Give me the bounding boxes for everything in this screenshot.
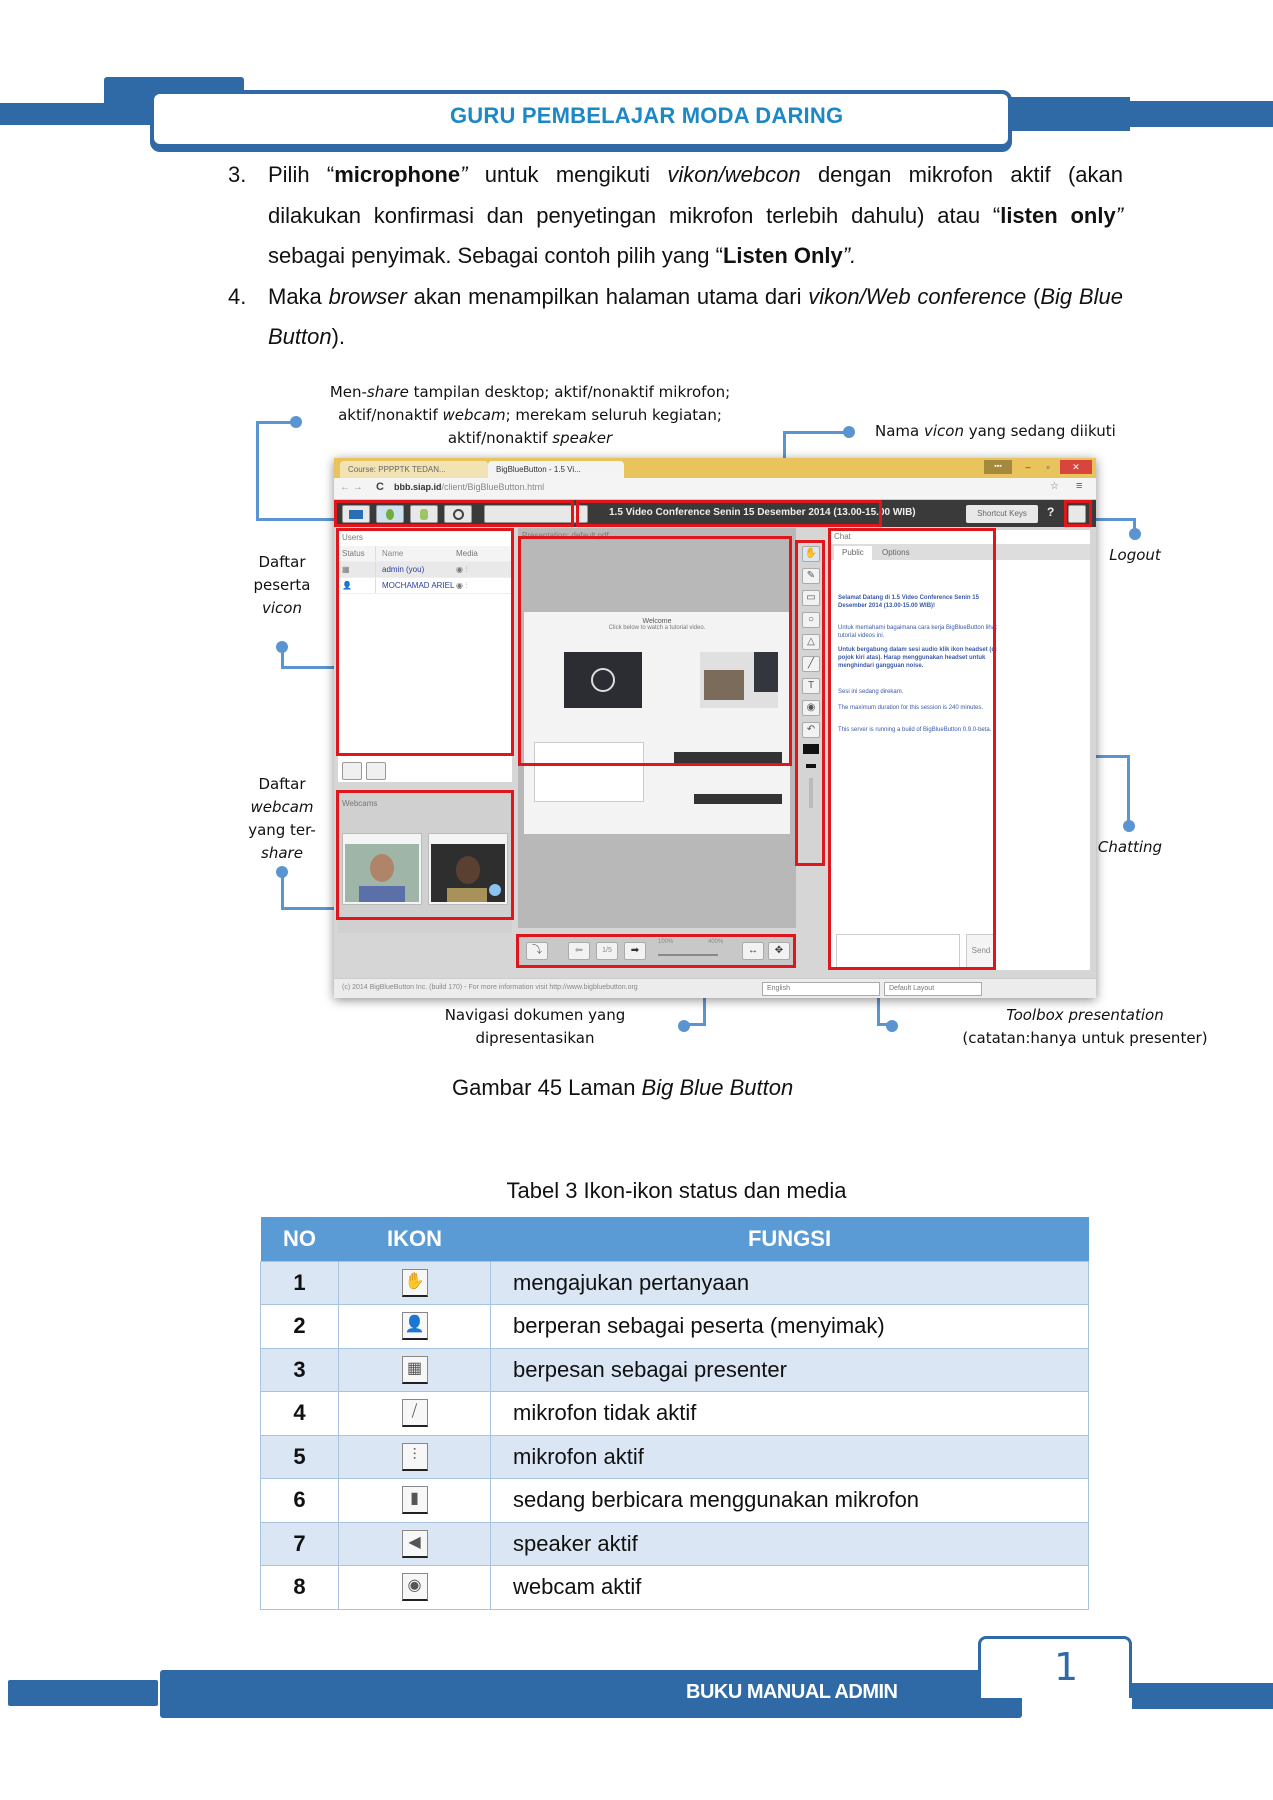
undo-tool-icon[interactable]: ↶ bbox=[802, 722, 820, 738]
connector-dot bbox=[886, 1020, 898, 1032]
annotation-logout: Logout bbox=[1109, 546, 1161, 564]
annotation-chatting: Chatting bbox=[1097, 838, 1163, 856]
raise-hand-button[interactable] bbox=[342, 762, 362, 780]
row-number: 7 bbox=[261, 1522, 339, 1566]
footer-band-right bbox=[1132, 1683, 1273, 1709]
table-row bbox=[261, 1348, 1089, 1392]
row-number: 6 bbox=[261, 1479, 339, 1523]
figure-caption: Gambar 45 Laman Big Blue Button bbox=[452, 1075, 794, 1100]
presentation-title: Presentation: default.pdf bbox=[522, 531, 609, 540]
header-band-right bbox=[1012, 101, 1273, 127]
back-forward-icon[interactable]: ← → bbox=[340, 482, 363, 493]
row-number: 1 bbox=[261, 1261, 339, 1305]
page-indicator[interactable]: 1/5 bbox=[596, 942, 618, 960]
reload-icon[interactable]: C bbox=[376, 481, 384, 493]
upload-button[interactable]: ⤵ bbox=[526, 942, 548, 960]
connector-dot bbox=[1123, 820, 1135, 832]
highlight-chat bbox=[828, 528, 996, 970]
chat-title: Chat bbox=[834, 532, 851, 541]
triangle-tool-icon[interactable]: △ bbox=[802, 634, 820, 650]
annotation-toolbar: Men-share tampilan desktop; aktif/nonaktif mikrofon; aktif/nonaktif webcam; merekam seluruh kegiatan; aktif/nonaktif speaker bbox=[329, 383, 731, 447]
settings-button[interactable] bbox=[366, 762, 386, 780]
chat-message: Selamat Datang di 1.5 Video Conference Senin 15 Desember 2014 (13.00-15.00 WIB)! bbox=[838, 595, 979, 609]
highlight-presentation-area bbox=[518, 536, 792, 766]
row-function: mengajukan pertanyaan bbox=[491, 1261, 1089, 1305]
menu-icon[interactable]: ≡ bbox=[1076, 480, 1083, 492]
presenter-icon: ▦ bbox=[402, 1356, 428, 1384]
mic-talking-icon: ▮ bbox=[402, 1486, 428, 1514]
prev-slide-button[interactable]: ⬅ bbox=[568, 942, 590, 960]
step-list bbox=[228, 155, 1123, 358]
hand-tool-icon[interactable]: ✋ bbox=[802, 546, 820, 562]
row-function: sedang berbicara menggunakan mikrofon bbox=[491, 1479, 1089, 1523]
row-function: berpesan sebagai presenter bbox=[491, 1348, 1089, 1392]
browser-tab-active[interactable]: BigBlueButton - 1.5 Vi... bbox=[488, 461, 624, 478]
footer-band-left bbox=[8, 1680, 158, 1706]
fit-width-button[interactable]: ↔ bbox=[742, 942, 764, 960]
profile-badge: ▪▪▪ bbox=[984, 460, 1012, 474]
ellipse-tool-icon[interactable]: ○ bbox=[802, 612, 820, 628]
webcam-icon: ◉ bbox=[402, 1573, 428, 1601]
annotation-vicon-name: Nama vicon yang sedang diikuti bbox=[875, 422, 1116, 440]
webcams-title: Webcams bbox=[342, 799, 378, 808]
chat-tab-public[interactable]: Public bbox=[834, 546, 872, 560]
users-panel-title: Users bbox=[342, 533, 363, 542]
text-tool-icon[interactable]: T bbox=[802, 678, 820, 694]
row-number: 2 bbox=[261, 1305, 339, 1349]
highlight-logout bbox=[1064, 500, 1092, 527]
highlight-conference-title bbox=[576, 500, 882, 527]
table-header-row: NO IKON FUNGSI bbox=[261, 1217, 1089, 1261]
layout-select[interactable]: Default Layout bbox=[884, 982, 982, 996]
highlight-webcams bbox=[336, 790, 514, 920]
row-number: 8 bbox=[261, 1566, 339, 1610]
row-function: webcam aktif bbox=[491, 1566, 1089, 1610]
line-tool-icon[interactable]: ╱ bbox=[802, 656, 820, 672]
media-icons: ◉ ⫶ bbox=[456, 580, 468, 590]
step-text: Pilih “microphone” untuk mengikuti vikon/webcon dengan mikrofon aktif (akan dilakukan konfirmasi dan penyetingan mikrofon terlebih dahulu) atau “listen only” sebagai penyimak. Sebagai contoh pilih yang “Listen Only”. bbox=[268, 162, 1124, 268]
media-icons: ◉ ⫶ bbox=[456, 564, 468, 574]
row-number: 3 bbox=[261, 1348, 339, 1392]
step-4 bbox=[228, 277, 1123, 358]
header-title: GURU PEMBELAJAR MODA DARING bbox=[450, 103, 844, 128]
connector-toolbar bbox=[256, 421, 296, 521]
address-bar[interactable] bbox=[334, 478, 1096, 500]
star-icon[interactable]: ☆ bbox=[1050, 481, 1059, 492]
chat-message: This server is running a build of BigBlueButton 0.9.0-beta. bbox=[838, 727, 992, 733]
browser-tabbar bbox=[334, 458, 1096, 478]
icons-table bbox=[260, 1217, 1089, 1610]
viewer-status-icon: 👤 bbox=[338, 578, 376, 593]
connector-dot bbox=[678, 1020, 690, 1032]
table-row bbox=[261, 1566, 1089, 1610]
slide-diagram-slider bbox=[694, 794, 782, 804]
connector-toolbar-end bbox=[256, 518, 336, 521]
step-3 bbox=[228, 155, 1123, 277]
pencil-tool-icon[interactable]: ✎ bbox=[802, 568, 820, 584]
footer-title: BUKU MANUAL ADMIN bbox=[686, 1681, 898, 1703]
table-title: Tabel 3 Ikon-ikon status dan media bbox=[506, 1178, 847, 1203]
annotation-navigation: Navigasi dokumen yang dipresentasikan bbox=[444, 1006, 626, 1047]
chat-message: Untuk bergabung dalam sesi audio klik ikon headset (di pojok kiri atas). Harap menggunakan headset untuk menghindari gangguan noise. bbox=[838, 647, 997, 669]
highlight-toolbar bbox=[334, 500, 574, 527]
table-row bbox=[261, 1305, 1089, 1349]
mic-active-icon: ⫶ bbox=[402, 1443, 428, 1471]
row-number: 4 bbox=[261, 1392, 339, 1436]
participant-icon: 👤 bbox=[402, 1312, 428, 1340]
bbb-footer bbox=[334, 978, 1096, 998]
next-slide-button[interactable]: ➡ bbox=[624, 942, 646, 960]
fit-page-button[interactable]: ✥ bbox=[768, 942, 790, 960]
shortcut-keys-button[interactable]: Shortcut Keys bbox=[966, 505, 1038, 523]
language-select[interactable]: English bbox=[762, 982, 880, 996]
page-number: 1 bbox=[1054, 1645, 1079, 1689]
url-text[interactable]: bbb.siap.id/client/BigBlueButton.html bbox=[394, 482, 545, 492]
close-window-icon[interactable]: ✕ bbox=[1060, 460, 1092, 474]
table-row bbox=[261, 1479, 1089, 1523]
row-function: speaker aktif bbox=[491, 1522, 1089, 1566]
clear-tool-icon[interactable]: ◉ bbox=[802, 700, 820, 716]
step-text: Maka browser akan menampilkan halaman utama dari vikon/Web conference (Big Blue Button). bbox=[268, 283, 1123, 349]
conference-title: 1.5 Video Conference Senin 15 Desember 2014 (13.00-15.00 WIB) bbox=[609, 507, 916, 518]
user-row[interactable]: ▦ admin (you) ◉ ⫶ bbox=[338, 562, 512, 578]
help-button[interactable]: ? bbox=[1047, 505, 1055, 519]
maximize-icon[interactable]: ▫ bbox=[1046, 462, 1050, 472]
table-row bbox=[261, 1392, 1089, 1436]
browser-tab[interactable]: Course: PPPPTK TEDAN... bbox=[340, 461, 488, 478]
highlight-navigation bbox=[516, 934, 796, 968]
chat-message: Untuk memahami bagaimana cara kerja BigBlueButton lihat tutorial videos ini. bbox=[838, 625, 997, 639]
rectangle-tool-icon[interactable]: ▭ bbox=[802, 590, 820, 606]
connector-participants bbox=[281, 647, 337, 669]
presenter-status-icon: ▦ bbox=[338, 562, 376, 577]
step-number: 3. bbox=[228, 162, 247, 187]
connector-webcams bbox=[281, 872, 337, 910]
annotation-toolbox: Toolbox presentation (catatan:hanya untuk presenter) bbox=[962, 1006, 1208, 1047]
minimize-icon[interactable]: – bbox=[1025, 462, 1031, 472]
row-function: berperan sebagai peserta (menyimak) bbox=[491, 1305, 1089, 1349]
table-row bbox=[261, 1435, 1089, 1479]
presentation-slide: Welcome Click below to watch a tutorial video. bbox=[524, 612, 790, 834]
chat-send-button[interactable]: Send bbox=[966, 934, 996, 968]
table-row bbox=[261, 1261, 1089, 1305]
highlight-toolbox bbox=[795, 540, 825, 866]
mic-muted-icon: ⧸ bbox=[402, 1399, 428, 1427]
annotation-webcams: Daftar webcam yang ter- share bbox=[248, 775, 316, 862]
chat-message: Sesi ini sedang direkam. bbox=[838, 689, 904, 695]
chat-tab-options[interactable]: Options bbox=[882, 548, 910, 557]
connector-dot bbox=[1129, 528, 1141, 540]
chat-message: The maximum duration for this session is 240 minutes. bbox=[838, 705, 984, 711]
connector-chatting bbox=[1092, 755, 1130, 825]
row-function: mikrofon aktif bbox=[491, 1435, 1089, 1479]
step-number: 4. bbox=[228, 283, 247, 309]
speaker-icon: ◀ bbox=[402, 1530, 428, 1558]
table-row bbox=[261, 1522, 1089, 1566]
connector-dot bbox=[290, 416, 302, 428]
row-number: 5 bbox=[261, 1435, 339, 1479]
presentation-nav: ⤵ ⬅ 1/5 ➡ 100% 400% ↔ ✥ bbox=[518, 936, 794, 966]
users-table-header: Status Name Media bbox=[338, 546, 512, 562]
user-row[interactable]: 👤 MOCHAMAD ARIEL ◉ ⫶ bbox=[338, 578, 512, 594]
highlight-users bbox=[336, 528, 514, 756]
connector-dot bbox=[843, 426, 855, 438]
bbb-screenshot bbox=[334, 458, 1096, 998]
row-function: mikrofon tidak aktif bbox=[491, 1392, 1089, 1436]
annotation-participants: Daftar peserta vicon bbox=[253, 553, 311, 617]
copyright-text: (c) 2014 BigBlueButton Inc. (build 170) - For more information visit http://www.bigbluebutton.org bbox=[342, 984, 638, 991]
raise-hand-icon: ✋ bbox=[402, 1269, 428, 1297]
